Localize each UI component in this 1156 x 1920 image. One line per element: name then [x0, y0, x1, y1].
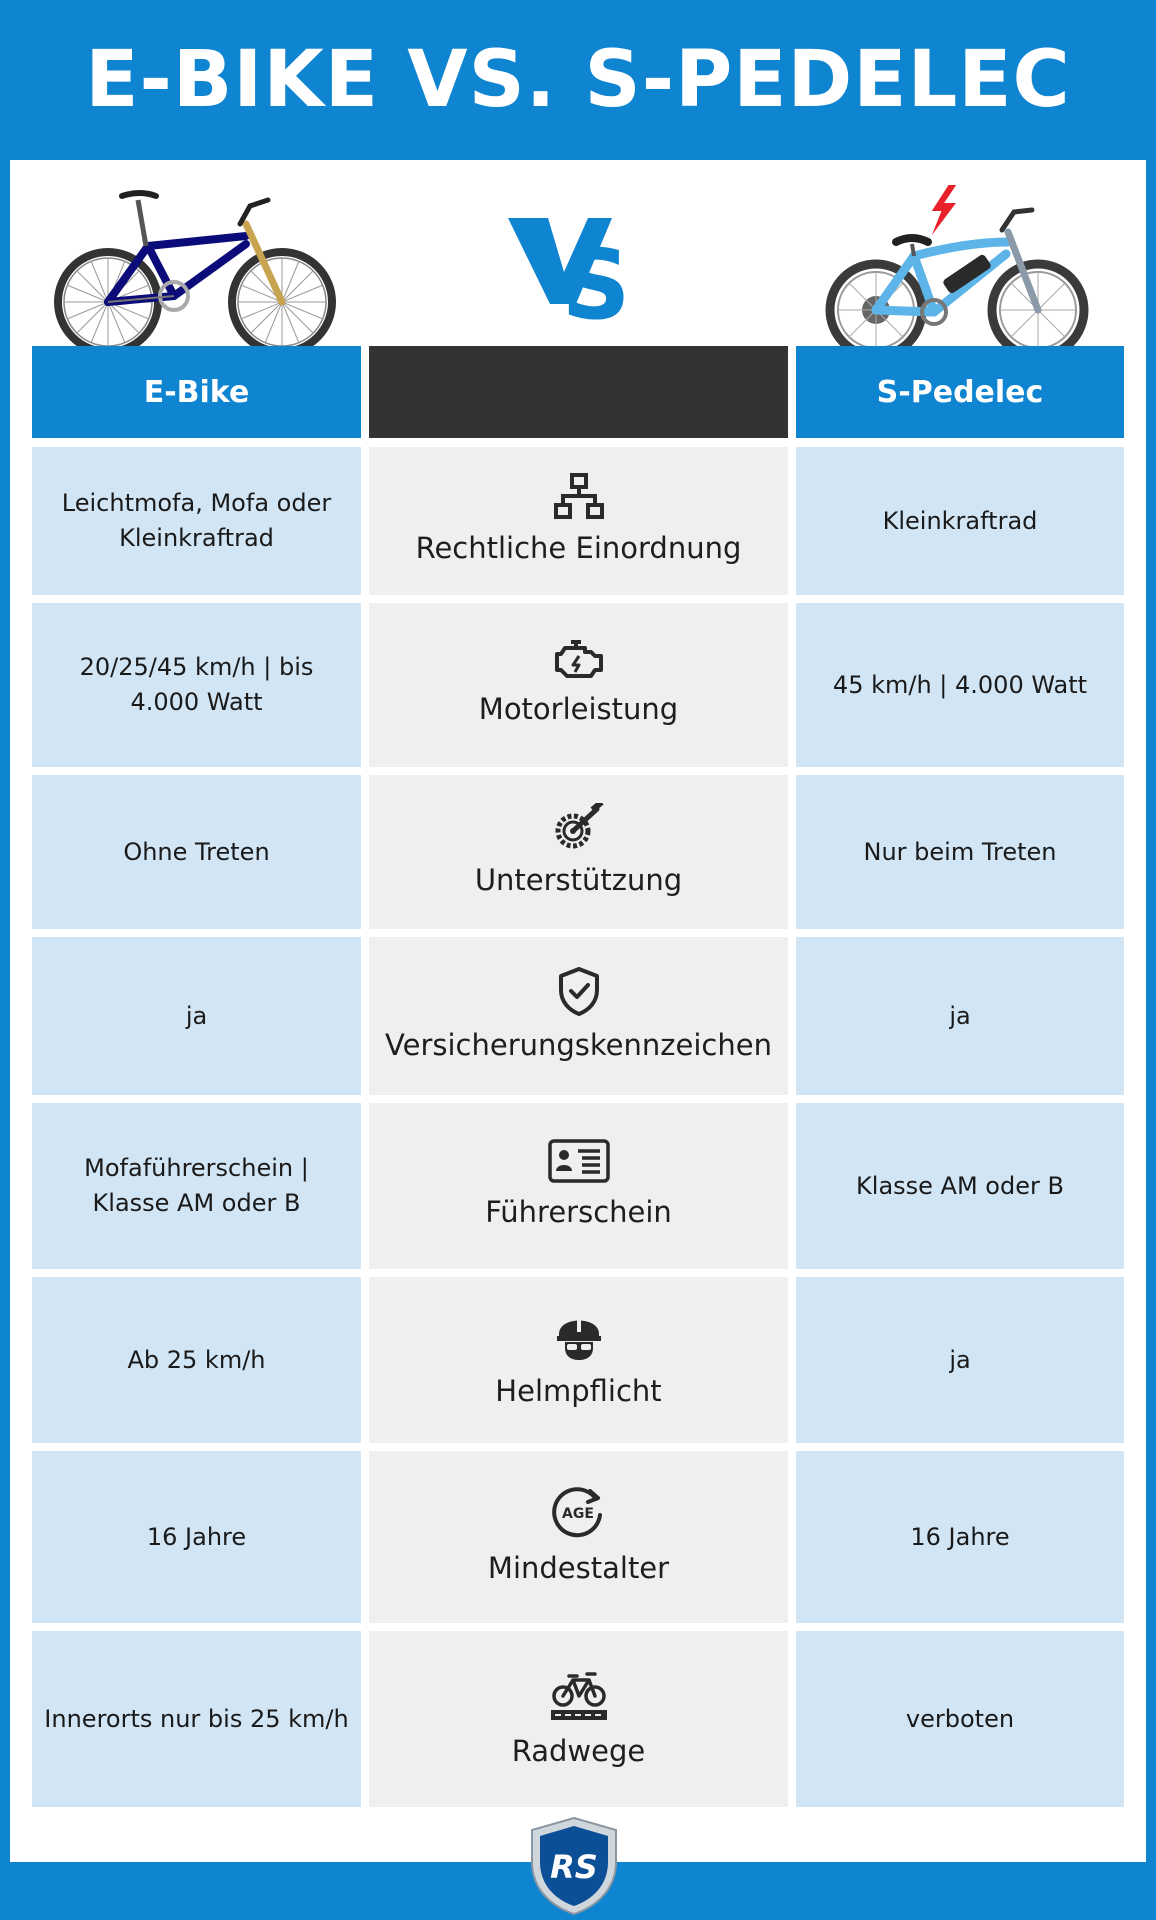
table-cell-criterion — [369, 447, 788, 595]
criterion-label: Versicherungskennzeichen — [385, 1027, 772, 1062]
table-cell-spedelec: ja — [796, 1277, 1124, 1443]
header — [0, 0, 1156, 160]
vs-emblem — [500, 200, 660, 330]
criterion-label: Führerschein — [485, 1194, 672, 1229]
table-cell-spedelec: 16 Jahre — [796, 1451, 1124, 1623]
table-cell-spedelec: Kleinkraftrad — [796, 447, 1124, 595]
table-cell-ebike: Ohne Treten — [32, 775, 361, 929]
table-cell-ebike: Ab 25 km/h — [32, 1277, 361, 1443]
svg-text:S: S — [561, 229, 631, 330]
table-cell-spedelec: Nur beim Treten — [796, 775, 1124, 929]
table-cell-criterion — [369, 775, 788, 929]
table-cell-ebike: Leichtmofa, Mofa oder Kleinkraftrad — [32, 447, 361, 595]
helmet-icon — [555, 1308, 603, 1362]
engine-icon — [551, 640, 607, 680]
rs-shield-logo — [528, 1816, 620, 1916]
id-card-icon — [548, 1139, 610, 1183]
comparison-card — [10, 160, 1146, 1862]
table-cell-criterion — [369, 1103, 788, 1269]
page-title: E-BIKE VS. S-PEDELEC — [85, 35, 1071, 125]
bike-lane-icon — [549, 1666, 609, 1722]
age-icon — [552, 1485, 606, 1539]
table-cell-ebike: Mofaführerschein | Klasse AM oder B — [32, 1103, 361, 1269]
table-cell-spedelec: 45 km/h | 4.000 Watt — [796, 603, 1124, 767]
criterion-label: Radwege — [511, 1733, 646, 1768]
spedelec-illustration — [818, 172, 1098, 362]
table-cell-criterion — [369, 1277, 788, 1443]
svg-text:AGE: AGE — [561, 1505, 594, 1522]
table-cell-spedelec: ja — [796, 937, 1124, 1095]
table-cell-criterion — [369, 603, 788, 767]
table-cell-criterion — [369, 1451, 788, 1623]
column-header-spedelec: S-Pedelec — [796, 346, 1124, 438]
criterion-label: Unterstützung — [474, 862, 683, 897]
table-cell-criterion — [369, 937, 788, 1095]
criterion-label: Motorleistung — [478, 691, 679, 726]
criterion-label: Mindestalter — [487, 1550, 670, 1585]
criterion-label: Helmpflicht — [495, 1373, 662, 1408]
column-header-criterion — [369, 346, 788, 438]
table-cell-ebike: 20/25/45 km/h | bis 4.000 Watt — [32, 603, 361, 767]
pedal-crank-icon — [553, 803, 605, 851]
shield-check-icon — [557, 966, 601, 1016]
table-cell-spedelec: verboten — [796, 1631, 1124, 1807]
network-icon — [553, 473, 605, 519]
logo-lettering: RS — [550, 1848, 598, 1886]
column-header-ebike: E-Bike — [32, 346, 361, 438]
table-cell-criterion — [369, 1631, 788, 1807]
ebike-illustration — [50, 184, 340, 360]
criterion-label: Rechtliche Einordnung — [415, 530, 742, 565]
table-cell-ebike: 16 Jahre — [32, 1451, 361, 1623]
table-cell-ebike: Innerorts nur bis 25 km/h — [32, 1631, 361, 1807]
table-cell-ebike: ja — [32, 937, 361, 1095]
table-cell-spedelec: Klasse AM oder B — [796, 1103, 1124, 1269]
